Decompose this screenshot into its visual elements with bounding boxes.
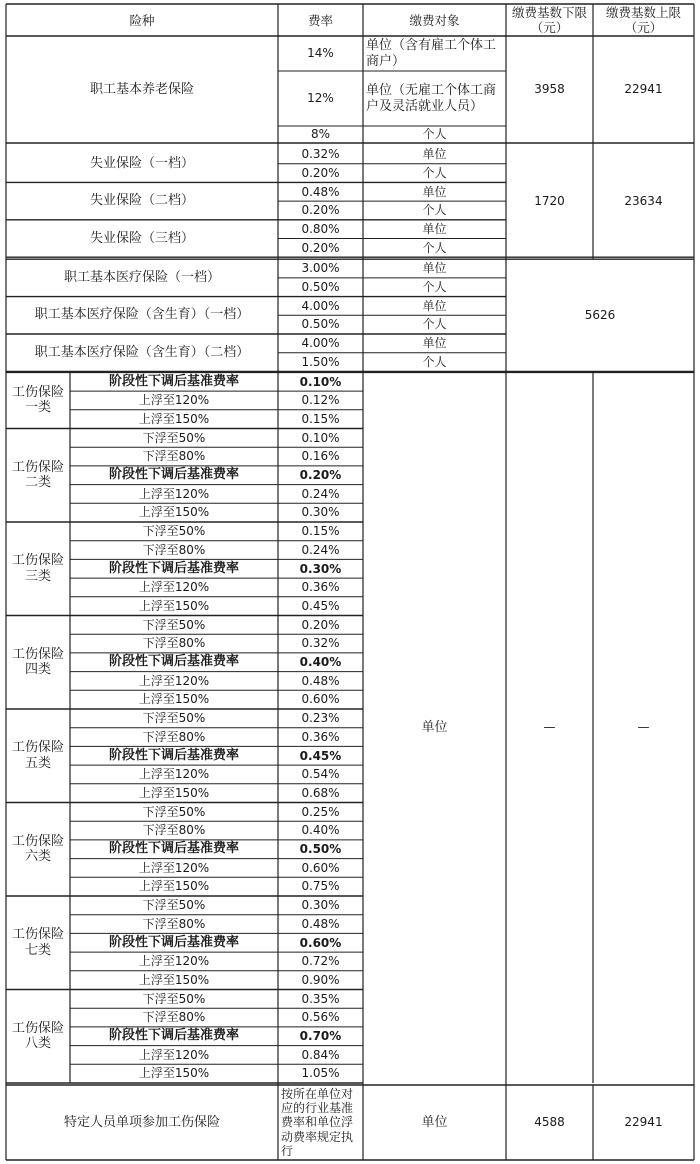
- injury-rate-text: 0.45%: [301, 598, 340, 613]
- pension-name-text: 职工基本养老保险: [89, 81, 194, 97]
- injury-band-label: [70, 877, 278, 896]
- unemployment-name-text: 失业保险（二档）: [89, 193, 194, 209]
- header-rate: [278, 4, 363, 36]
- injury-base-min: [506, 372, 593, 1083]
- medical-rate-text: 3.00%: [301, 261, 340, 276]
- injury-rate-text: 0.23%: [301, 711, 340, 726]
- injury-band-label: [70, 578, 278, 597]
- injury-band-label: [70, 634, 278, 653]
- injury-rate: [278, 485, 363, 504]
- injury-class-name-text: 工伤保险二类: [11, 459, 64, 491]
- header-rate-text: 费率: [307, 12, 333, 28]
- medical-name: [6, 334, 278, 371]
- injury-rate-text: 0.72%: [301, 954, 340, 969]
- injury-rate: [278, 746, 363, 765]
- injury-band-label-text: 上浮至120%: [138, 860, 210, 875]
- special-name-text: 特定人员单项参加工伤保险: [63, 1114, 220, 1130]
- injury-rate: [278, 653, 363, 672]
- injury-payer-text: 单位: [421, 719, 448, 735]
- injury-band-label-text: 上浮至120%: [138, 486, 210, 501]
- injury-rate: [278, 803, 363, 822]
- injury-band-label: [70, 447, 278, 466]
- medical-rate-text: 4.00%: [301, 298, 340, 313]
- injury-rate-text: 0.15%: [301, 411, 340, 426]
- unemployment-payer-text: 单位: [422, 147, 447, 162]
- unemployment-payer-text: 个人: [422, 165, 447, 180]
- unemployment-payer: [363, 220, 506, 239]
- injury-band-label-text: 上浮至150%: [138, 785, 210, 800]
- injury-band-label: [70, 503, 278, 522]
- injury-band-label-text: 上浮至150%: [138, 879, 210, 894]
- injury-band-label: [70, 522, 278, 541]
- special-base-max: [593, 1085, 694, 1160]
- injury-rate: [278, 896, 363, 915]
- unemployment-payer: [363, 201, 506, 220]
- injury-rate: [278, 447, 363, 466]
- unemployment-name-text: 失业保险（一档）: [89, 155, 194, 171]
- injury-band-label-text: 上浮至120%: [138, 580, 210, 595]
- injury-rate: [278, 410, 363, 429]
- medical-payer-text: 个人: [422, 280, 447, 295]
- medical-name: [6, 297, 278, 334]
- injury-band-label-text: 下浮至80%: [142, 916, 206, 931]
- injury-rate-text: 0.20%: [299, 468, 342, 483]
- injury-band-label: [70, 1064, 278, 1083]
- injury-rate-text: 0.90%: [301, 972, 340, 987]
- special-rate: [278, 1085, 363, 1160]
- injury-rate-text: 0.25%: [301, 804, 340, 819]
- injury-rate: [278, 391, 363, 410]
- injury-rate-text: 0.30%: [301, 898, 340, 913]
- unemployment-name: [6, 145, 278, 182]
- unemployment-rate: [278, 145, 363, 164]
- pension-payer-text: 个人: [422, 127, 447, 142]
- injury-band-label: [70, 933, 278, 952]
- medical-name-text: 职工基本医疗保险（一档）: [63, 270, 220, 286]
- injury-band-label-text: 下浮至80%: [142, 542, 206, 557]
- injury-rate-text: 0.45%: [299, 748, 342, 763]
- injury-band-label: [70, 1046, 278, 1065]
- special-payer: [363, 1085, 506, 1160]
- injury-band-label: [70, 410, 278, 429]
- medical-payer: [363, 353, 506, 372]
- injury-class-name-text: 工伤保险四类: [11, 646, 64, 678]
- unemployment-rate-text: 0.80%: [301, 221, 340, 236]
- injury-rate: [278, 859, 363, 878]
- injury-band-label: [70, 915, 278, 934]
- injury-rate-text: 0.40%: [299, 655, 342, 670]
- injury-band-label-text: 下浮至80%: [142, 729, 206, 744]
- header-base-min-text: 缴费基数下限（元）: [511, 5, 587, 35]
- pension-base-min-text: 3958: [534, 82, 565, 97]
- injury-rate-text: 0.36%: [301, 729, 340, 744]
- injury-band-label-text: 下浮至50%: [142, 524, 206, 539]
- injury-band-label-text: 下浮至50%: [142, 617, 206, 632]
- medical-name-text: 职工基本医疗保险（含生育）（一档）: [34, 307, 250, 323]
- unemployment-payer: [363, 182, 506, 201]
- injury-band-label-text: 阶段性下调后基准费率: [108, 841, 239, 857]
- injury-rate-text: 0.35%: [301, 991, 340, 1006]
- injury-rate: [278, 728, 363, 747]
- injury-band-label: [70, 1008, 278, 1027]
- injury-rate-text: 0.50%: [299, 842, 342, 857]
- injury-band-label-text: 下浮至50%: [142, 991, 206, 1006]
- unemployment-payer: [363, 145, 506, 164]
- injury-band-label: [70, 709, 278, 728]
- injury-rate-text: 0.40%: [301, 823, 340, 838]
- pension-rate-text: 8%: [310, 127, 331, 142]
- injury-rate: [278, 672, 363, 691]
- injury-rate-text: 0.48%: [301, 673, 340, 688]
- pension-payer: [363, 71, 506, 126]
- injury-rate: [278, 578, 363, 597]
- injury-rate: [278, 952, 363, 971]
- medical-name: [6, 259, 278, 296]
- medical-payer-text: 单位: [422, 336, 447, 351]
- injury-rate: [278, 765, 363, 784]
- injury-class-name: [6, 372, 70, 428]
- header-base-max-text: 缴费基数上限（元）: [605, 5, 681, 35]
- injury-base-min-text: —: [543, 720, 556, 735]
- medical-rate: [278, 353, 363, 372]
- injury-rate-text: 0.60%: [301, 692, 340, 707]
- pension-rate-text: 12%: [307, 91, 334, 106]
- injury-class-name: [6, 896, 70, 990]
- injury-band-label: [70, 990, 278, 1009]
- pension-base-max: [593, 36, 694, 143]
- injury-rate-text: 0.20%: [301, 617, 340, 632]
- injury-band-label-text: 上浮至150%: [138, 505, 210, 520]
- injury-rate-text: 0.10%: [301, 430, 340, 445]
- injury-band-label: [70, 616, 278, 635]
- injury-band-label: [70, 859, 278, 878]
- injury-rate: [278, 466, 363, 485]
- injury-rate-text: 0.30%: [299, 561, 342, 576]
- injury-class-name-text: 工伤保险一类: [11, 384, 64, 416]
- injury-rate: [278, 541, 363, 560]
- injury-band-label: [70, 672, 278, 691]
- medical-rate-text: 1.50%: [301, 354, 340, 369]
- injury-band-label-text: 下浮至80%: [142, 449, 206, 464]
- medical-rate: [278, 259, 363, 278]
- injury-rate-text: 0.24%: [301, 486, 340, 501]
- injury-rate-text: 0.12%: [301, 393, 340, 408]
- injury-class-name: [6, 709, 70, 803]
- injury-rate: [278, 503, 363, 522]
- unemployment-base-min: [506, 145, 593, 257]
- unemployment-rate-text: 0.20%: [301, 165, 340, 180]
- injury-band-label: [70, 597, 278, 616]
- pension-payer: [363, 36, 506, 71]
- injury-rate: [278, 840, 363, 859]
- injury-rate-text: 0.15%: [301, 524, 340, 539]
- injury-rate-text: 0.48%: [301, 916, 340, 931]
- medical-rate: [278, 315, 363, 334]
- injury-rate-text: 0.10%: [299, 374, 342, 389]
- pension-base-min: [506, 36, 593, 143]
- injury-band-label-text: 下浮至50%: [142, 430, 206, 445]
- injury-rate: [278, 1027, 363, 1046]
- medical-rate-text: 0.50%: [301, 280, 340, 295]
- special-payer-text: 单位: [421, 1114, 448, 1130]
- injury-band-label: [70, 485, 278, 504]
- injury-class-name: [6, 616, 70, 710]
- medical-payer-text: 单位: [422, 261, 447, 276]
- injury-class-name: [6, 803, 70, 897]
- unemployment-rate-text: 0.48%: [301, 184, 340, 199]
- injury-band-label: [70, 746, 278, 765]
- injury-class-name-text: 工伤保险八类: [11, 1020, 64, 1052]
- injury-band-label: [70, 840, 278, 859]
- injury-rate: [278, 915, 363, 934]
- medical-payer: [363, 334, 506, 353]
- unemployment-rate: [278, 201, 363, 220]
- unemployment-rate-text: 0.20%: [301, 203, 340, 218]
- unemployment-payer-text: 单位: [422, 221, 447, 236]
- injury-rate: [278, 709, 363, 728]
- unemployment-payer-text: 个人: [422, 240, 447, 255]
- pension-rate: [278, 126, 363, 143]
- injury-rate-text: 0.32%: [301, 636, 340, 651]
- injury-payer: [363, 372, 506, 1083]
- injury-rate: [278, 990, 363, 1009]
- injury-band-label-text: 下浮至80%: [142, 636, 206, 651]
- injury-rate-text: 0.84%: [301, 1047, 340, 1062]
- unemployment-base-max-text: 23634: [624, 193, 663, 208]
- header-base-min: [506, 4, 593, 36]
- injury-band-label: [70, 971, 278, 990]
- injury-rate-text: 0.36%: [301, 580, 340, 595]
- unemployment-rate-text: 0.32%: [301, 147, 340, 162]
- header-payer: [363, 4, 506, 36]
- special-base-min-text: 4588: [534, 1115, 565, 1130]
- injury-band-label-text: 阶段性下调后基准费率: [108, 1028, 239, 1044]
- injury-rate-text: 1.05%: [301, 1066, 340, 1081]
- injury-rate: [278, 616, 363, 635]
- injury-rate: [278, 1064, 363, 1083]
- injury-rate-text: 0.60%: [299, 935, 342, 950]
- injury-band-label-text: 阶段性下调后基准费率: [108, 934, 239, 950]
- injury-band-label: [70, 559, 278, 578]
- injury-band-label-text: 上浮至120%: [138, 1047, 210, 1062]
- injury-base-max: [593, 372, 694, 1083]
- injury-band-label: [70, 372, 278, 391]
- injury-rate: [278, 429, 363, 448]
- medical-payer-text: 个人: [422, 354, 447, 369]
- injury-rate-text: 0.30%: [301, 505, 340, 520]
- injury-band-label: [70, 952, 278, 971]
- header-kind-text: 险种: [129, 12, 155, 28]
- unemployment-rate: [278, 182, 363, 201]
- injury-band-label: [70, 896, 278, 915]
- injury-class-name: [6, 429, 70, 523]
- pension-payer-text: 单位（无雇工个体工商户及灵活就业人员）: [366, 82, 497, 114]
- pension-payer-text: 单位（含有雇工个体工商户）: [366, 37, 497, 69]
- unemployment-rate: [278, 164, 363, 183]
- injury-base-max-text: —: [637, 720, 650, 735]
- unemployment-payer: [363, 239, 506, 258]
- unemployment-payer-text: 单位: [422, 184, 447, 199]
- injury-rate-text: 0.75%: [301, 879, 340, 894]
- injury-rate: [278, 522, 363, 541]
- pension-base-max-text: 22941: [624, 82, 663, 97]
- injury-band-label: [70, 541, 278, 560]
- pension-name: [6, 36, 278, 143]
- special-rate-text: 按所在单位对应的行业基准费率和单位浮动费率规定执行: [281, 1086, 354, 1159]
- injury-rate-text: 0.70%: [299, 1029, 342, 1044]
- unemployment-base-max: [593, 145, 694, 257]
- unemployment-payer: [363, 164, 506, 183]
- header-base-max: [593, 4, 694, 36]
- injury-rate-text: 0.54%: [301, 767, 340, 782]
- injury-rate: [278, 821, 363, 840]
- medical-rate-text: 0.50%: [301, 317, 340, 332]
- unemployment-base-min-text: 1720: [534, 193, 565, 208]
- unemployment-rate: [278, 220, 363, 239]
- injury-band-label-text: 上浮至150%: [138, 972, 210, 987]
- header-kind: [6, 4, 278, 36]
- medical-payer: [363, 315, 506, 334]
- injury-band-label-text: 阶段性下调后基准费率: [108, 747, 239, 763]
- injury-band-label-text: 下浮至50%: [142, 804, 206, 819]
- injury-class-name-text: 工伤保险七类: [11, 927, 64, 958]
- injury-band-label-text: 下浮至50%: [142, 898, 206, 913]
- injury-class-name-text: 工伤保险五类: [11, 740, 64, 771]
- unemployment-name: [6, 220, 278, 257]
- injury-rate: [278, 784, 363, 803]
- injury-band-label-text: 上浮至150%: [138, 692, 210, 707]
- injury-band-label: [70, 728, 278, 747]
- injury-band-label-text: 阶段性下调后基准费率: [108, 560, 239, 576]
- unemployment-payer-text: 个人: [422, 203, 447, 218]
- injury-band-label-text: 上浮至150%: [138, 1066, 210, 1081]
- special-name: [6, 1085, 278, 1160]
- injury-rate: [278, 690, 363, 709]
- injury-band-label: [70, 784, 278, 803]
- injury-band-label-text: 下浮至80%: [142, 1010, 206, 1025]
- injury-band-label-text: 阶段性下调后基准费率: [108, 654, 239, 670]
- injury-rate-text: 0.16%: [301, 449, 340, 464]
- medical-name-text: 职工基本医疗保险（含生育）（二档）: [34, 344, 250, 360]
- injury-band-label-text: 下浮至50%: [142, 711, 206, 726]
- medical-payer-text: 个人: [422, 317, 447, 332]
- special-base-min: [506, 1085, 593, 1160]
- unemployment-rate: [278, 239, 363, 258]
- medical-rate-text: 4.00%: [301, 336, 340, 351]
- injury-rate-text: 0.56%: [301, 1010, 340, 1025]
- unemployment-name-text: 失业保险（三档）: [89, 230, 194, 246]
- medical-payer: [363, 278, 506, 297]
- pension-rate-text: 14%: [307, 46, 334, 61]
- injury-band-label-text: 上浮至120%: [138, 954, 210, 969]
- injury-class-name: [6, 522, 70, 616]
- injury-band-label-text: 上浮至150%: [138, 411, 210, 426]
- injury-rate: [278, 877, 363, 896]
- injury-band-label: [70, 765, 278, 784]
- injury-rate: [278, 1008, 363, 1027]
- injury-band-label: [70, 429, 278, 448]
- unemployment-name: [6, 182, 278, 219]
- header-payer-text: 缴费对象: [409, 12, 460, 28]
- injury-class-name: [6, 990, 70, 1084]
- medical-base: [506, 259, 694, 371]
- injury-rate: [278, 597, 363, 616]
- medical-payer-text: 单位: [422, 298, 447, 313]
- injury-band-label: [70, 391, 278, 410]
- injury-band-label: [70, 1027, 278, 1046]
- injury-rate: [278, 372, 363, 391]
- injury-rate: [278, 1046, 363, 1065]
- medical-rate: [278, 278, 363, 297]
- pension-payer: [363, 126, 506, 143]
- injury-rate-text: 0.24%: [301, 542, 340, 557]
- injury-band-label-text: 阶段性下调后基准费率: [108, 467, 239, 483]
- injury-band-label: [70, 466, 278, 485]
- injury-rate-text: 0.60%: [301, 860, 340, 875]
- pension-rate: [278, 71, 363, 126]
- medical-payer: [363, 297, 506, 316]
- injury-class-name-text: 工伤保险三类: [11, 553, 64, 584]
- pension-rate: [278, 36, 363, 71]
- injury-rate: [278, 559, 363, 578]
- injury-rate-text: 0.68%: [301, 785, 340, 800]
- injury-band-label-text: 上浮至120%: [138, 673, 210, 688]
- injury-band-label: [70, 690, 278, 709]
- injury-class-name-text: 工伤保险六类: [11, 833, 64, 865]
- medical-rate: [278, 297, 363, 316]
- injury-band-label: [70, 803, 278, 822]
- special-base-max-text: 22941: [624, 1115, 663, 1130]
- injury-band-label-text: 阶段性下调后基准费率: [108, 373, 239, 389]
- injury-rate: [278, 933, 363, 952]
- injury-band-label-text: 上浮至150%: [138, 598, 210, 613]
- injury-rate: [278, 971, 363, 990]
- injury-band-label: [70, 653, 278, 672]
- injury-band-label: [70, 821, 278, 840]
- injury-rate: [278, 634, 363, 653]
- unemployment-rate-text: 0.20%: [301, 240, 340, 255]
- medical-base-text: 5626: [584, 308, 616, 323]
- medical-rate: [278, 334, 363, 353]
- medical-payer: [363, 259, 506, 278]
- injury-band-label-text: 上浮至120%: [138, 767, 210, 782]
- injury-band-label-text: 下浮至80%: [142, 823, 206, 838]
- injury-band-label-text: 上浮至120%: [138, 393, 210, 408]
